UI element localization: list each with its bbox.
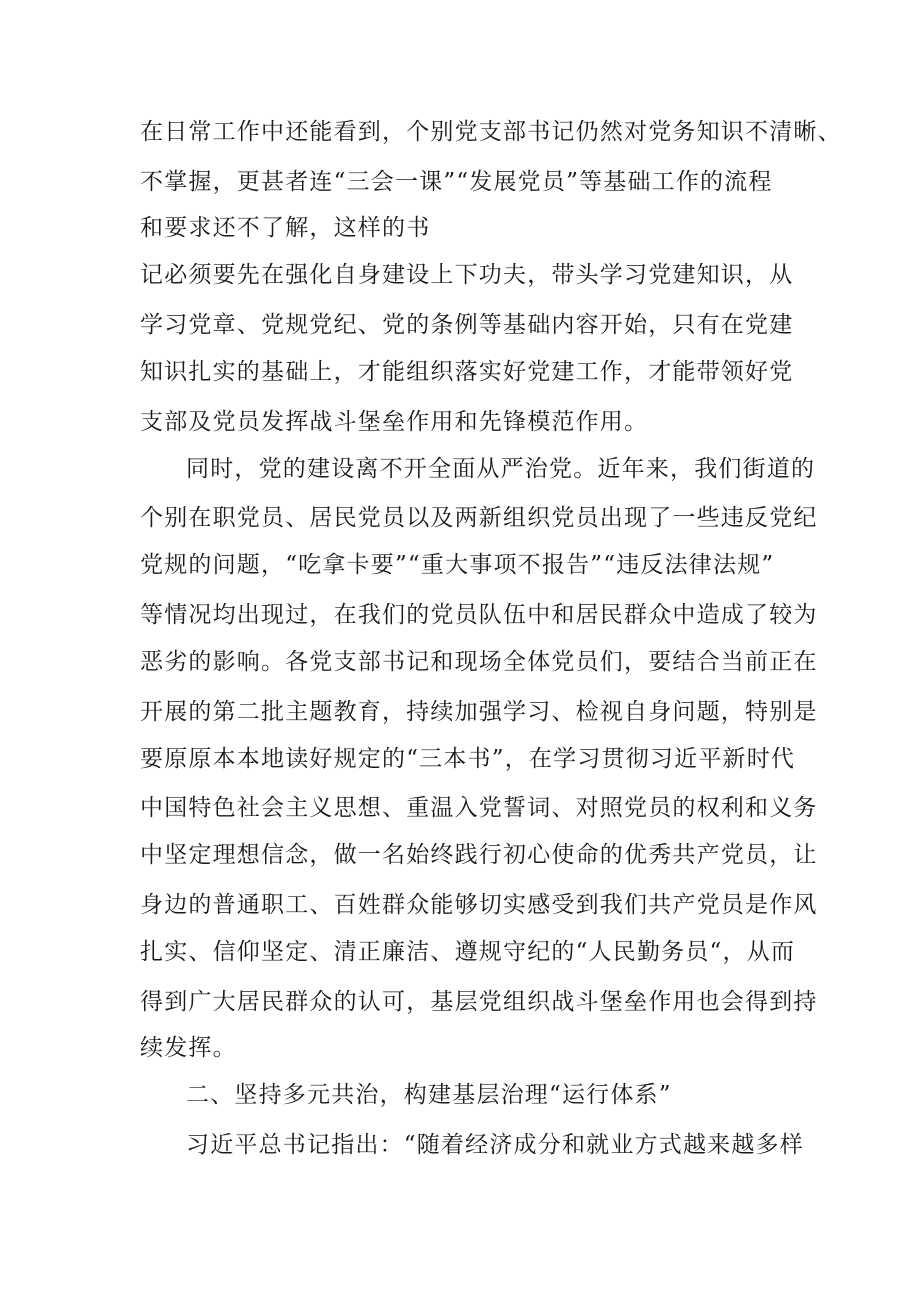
text-line: 个别在职党员、居民党员以及两新组织党员出现了一些违反党纪 — [140, 505, 818, 531]
text-line: 党规的问题，“吃拿卡要”“重大事项不报告”“违反法律法规” — [140, 552, 775, 578]
section-heading: 二、坚持多元共治，构建基层治理“运行体系” — [186, 1082, 672, 1108]
paragraph-first-line: 习近平总书记指出：“随着经济成分和就业方式越来越多样 — [186, 1132, 804, 1158]
text-line: 在日常工作中还能看到，个别党支部书记仍然对党务知识不清晰、 — [140, 119, 842, 145]
text-line: 中国特色社会主义思想、重温入党誓词、对照党员的权利和义务 — [140, 795, 818, 821]
text-line: 开展的第二批主题教育，持续加强学习、检视自身问题，特别是 — [140, 699, 818, 725]
paragraph-first-line: 同时，党的建设离不开全面从严治党。近年来，我们街道的 — [186, 456, 816, 482]
text-line: 支部及党员发挥战斗堡垒作用和先锋模范作用。 — [140, 409, 649, 435]
text-line: 学习党章、党规党纪、党的条例等基础内容开始，只有在党建 — [140, 312, 794, 338]
text-line: 身边的普通职工、百姓群众能够切实感受到我们共产党员是作风 — [140, 892, 818, 918]
text-line: 知识扎实的基础上，才能组织落实好党建工作，才能带领好党 — [140, 359, 794, 385]
text-line: 要原原本本地读好规定的“三本书”，在学习贯彻习近平新时代 — [140, 746, 796, 772]
text-line: 记必须要先在强化自身建设上下功夫，带头学习党建知识，从 — [140, 262, 794, 288]
text-line: 和要求还不了解，这样的书 — [140, 215, 431, 241]
text-line: 扎实、信仰坚定、清正廉洁、遵规守纪的“人民勤务员“，从而 — [140, 939, 796, 965]
text-line: 等情况均出现过，在我们的党员队伍中和居民群众中造成了较为 — [140, 602, 818, 628]
text-line: 续发挥。 — [140, 1035, 237, 1061]
text-line: 不掌握，更甚者连“三会一课”“发展党员”等基础工作的流程 — [140, 169, 773, 195]
text-line: 恶劣的影响。各党支部书记和现场全体党员们，要结合当前正在 — [140, 649, 818, 675]
text-line: 中坚定理想信念，做一名始终践行初心使命的优秀共产党员，让 — [140, 842, 818, 868]
text-line: 得到广大居民群众的认可，基层党组织战斗堡垒作用也会得到持 — [140, 989, 818, 1015]
